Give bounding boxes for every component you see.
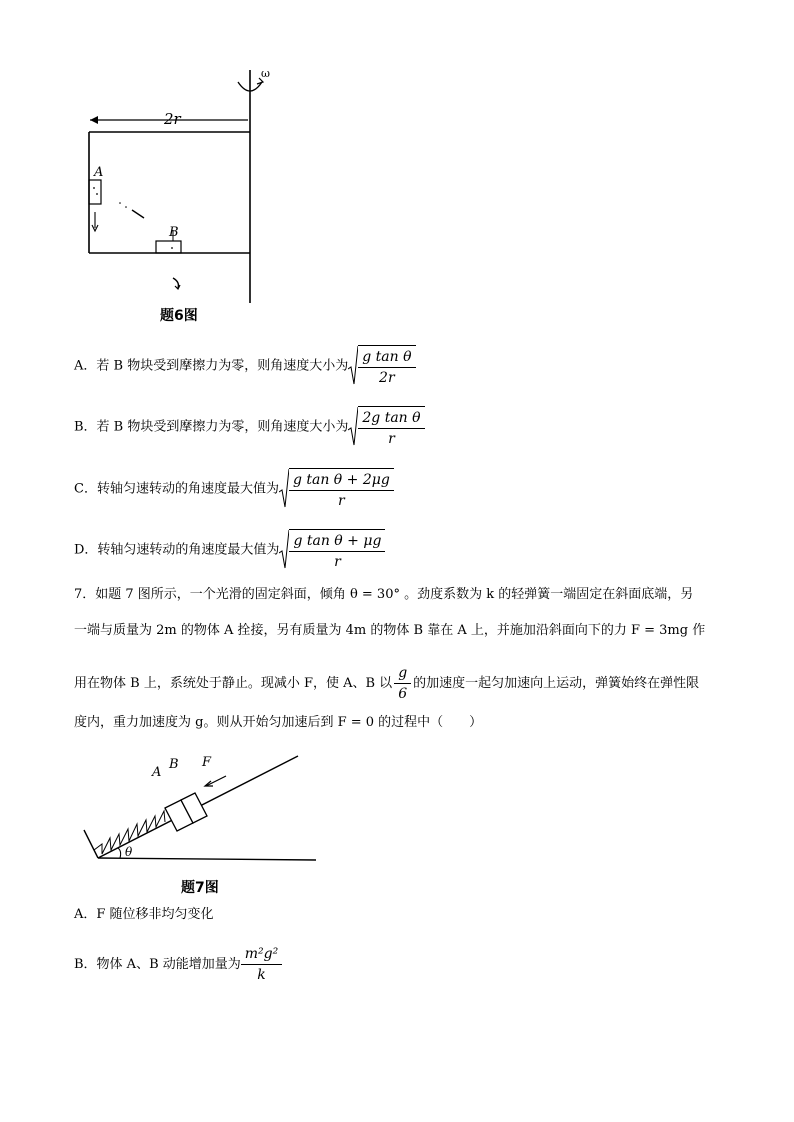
- block-a-label: A: [94, 165, 104, 180]
- q6-option-c-numerator: g tan θ + 2μg: [289, 471, 394, 491]
- q7-line-3-post: 的加速度一起匀加速向上运动，弹簧始终在弹性限: [413, 676, 700, 691]
- q6-option-d-denominator: r: [334, 554, 341, 570]
- q7-stem-line-3: [74, 664, 699, 703]
- q6-option-c-denominator: r: [338, 493, 345, 509]
- angle-label: θ: [125, 845, 133, 859]
- q7-stem-line-2: 一端与质量为 2m 的物体 A 拴接，另有质量为 4m 的物体 B 靠在 A 上，并施加沿斜面向下的力 F = 3mg 作: [74, 623, 706, 638]
- block-a-label: A: [152, 765, 162, 780]
- q6-option-a-denominator: 2r: [379, 370, 395, 386]
- figure-7-diagram: [80, 750, 330, 865]
- q7-option-b-numerator: m²g²: [241, 945, 282, 965]
- q7-option-b: [74, 945, 282, 984]
- q6-option-d: [74, 529, 385, 571]
- q7-option-a: A．F 随位移非均匀变化: [74, 907, 214, 922]
- q6-option-d-numerator: g tan θ + μg: [289, 532, 385, 552]
- q7-stem-line-1: 7．如题 7 图所示，一个光滑的固定斜面，倾角 θ = 30° 。劲度系数为 k 的轻弹簧一端固定在斜面底端，另: [74, 587, 694, 602]
- q7-stem-line-4: 度内，重力加速度为 g。则从开始匀加速后到 F = 0 的过程中（ ）: [74, 715, 483, 730]
- q6-option-a-text: A．若 B 物块受到摩擦力为零，则角速度大小为: [74, 358, 349, 374]
- q6-option-b-denominator: r: [388, 431, 395, 447]
- block-b-label: B: [169, 225, 179, 240]
- q6-option-c: [74, 468, 394, 510]
- block-b-label: B: [169, 757, 179, 772]
- figure-6-diagram: [80, 60, 280, 310]
- force-label: F: [202, 755, 212, 770]
- q7-line-3-pre: 用在物体 B 上，系统处于静止。现减小 F，使 A、B 以: [74, 676, 393, 691]
- figure-6-caption: 题6图: [160, 308, 198, 324]
- q7-accel-numerator: g: [394, 664, 411, 684]
- q6-option-b: [74, 406, 425, 448]
- q7-option-b-text: B．物体 A、B 动能增加量为: [74, 957, 241, 972]
- figure-7-caption: 题7图: [181, 880, 219, 896]
- width-label: 2r: [164, 110, 181, 128]
- q7-accel-denominator: 6: [398, 686, 408, 702]
- q6-option-a: [74, 345, 416, 387]
- q7-option-b-denominator: k: [257, 967, 266, 983]
- q6-option-c-text: C．转轴匀速转动的角速度最大值为: [74, 481, 279, 497]
- q6-option-b-numerator: 2g tan θ: [358, 409, 424, 429]
- omega-label: ω: [261, 67, 270, 80]
- q6-option-b-text: B．若 B 物块受到摩擦力为零，则角速度大小为: [74, 419, 349, 435]
- q6-option-d-text: D．转轴匀速转动的角速度最大值为: [74, 542, 280, 558]
- q6-option-a-numerator: g tan θ: [358, 348, 415, 368]
